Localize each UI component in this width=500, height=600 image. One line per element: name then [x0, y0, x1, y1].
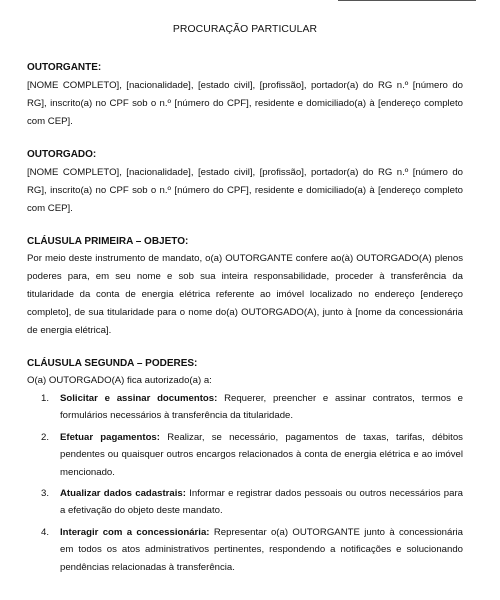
outorgado-text: [NOME COMPLETO], [nacionalidade], [estado civil], [profissão], portador(a) do RG n.º [número do RG], inscrito(a) no CPF sob o n.º [número do CPF], residente e domiciliado(a) à [endereço completo com CEP]. — [27, 167, 463, 214]
item-title: Solicitar e assinar documentos: — [60, 393, 218, 404]
item-text: Requerer, preencher e assinar contratos, termos e formulários necessários à transferência da titularidade. — [60, 393, 463, 422]
item-text: Representar o(a) OUTORGANTE junto à concessionária em todos os atos administrativos pertinentes, respondendo a notificações e solucionando pendências relacionadas à transferência. — [60, 526, 464, 573]
list-item — [27, 429, 463, 481]
list-item — [27, 390, 463, 425]
list-item — [27, 485, 463, 520]
item-title: Efetuar pagamentos: — [60, 431, 160, 443]
item-number: 2. — [41, 431, 50, 443]
item-title: Atualizar dados cadastrais: — [60, 488, 186, 500]
clausula-primeira-heading: CLÁUSULA PRIMEIRA – OBJETO: — [27, 236, 189, 247]
item-number: 1. — [41, 393, 50, 404]
outorgante-text: [NOME COMPLETO], [nacionalidade], [estado civil], [profissão], portador(a) do RG n.º [número do RG], inscrito(a) no CPF sob o n.º [número do CPF], residente e domiciliado(a) à [endereço completo com CEP]. — [27, 80, 463, 127]
item-text: Realizar, se necessário, pagamentos de taxas, tarifas, débitos pendentes ou quaisquer outros encargos relacionados à conta de energia elétrica e ao imóvel mencionado. — [60, 431, 463, 478]
item-title: Interagir com a concessionária: — [60, 526, 210, 538]
document-title: PROCURAÇÃO PARTICULAR — [172, 24, 318, 35]
top-rule — [338, 0, 476, 1]
outorgado-heading: OUTORGADO: — [27, 149, 97, 160]
item-text: Informar e registrar dados pessoais ou outros necessários para a efetivação do objeto deste mandato. — [60, 488, 464, 517]
outorgante-heading: OUTORGANTE: — [27, 62, 102, 73]
clausula-segunda-heading: CLÁUSULA SEGUNDA – PODERES: — [27, 358, 198, 369]
clausula-segunda-intro: O(a) OUTORGADO(A) fica autorizado(a) a: — [27, 375, 212, 386]
item-number: 3. — [41, 488, 50, 500]
list-item — [27, 524, 463, 576]
item-number: 4. — [41, 526, 50, 538]
poderes-list — [27, 390, 463, 580]
clausula-primeira-text: Por meio deste instrumento de mandato, o(a) OUTORGANTE confere ao(à) OUTORGADO(A) plenos poderes para, em seu nome e sob sua inteira responsabilidade, proceder à transferência da titularidade da conta de energia elétrica referente ao imóvel localizado no endereço [endereço completo], de sua titularidade para o nome do(a) OUTORGADO(A), junto à [nome da concessionária de energia elétrica]. — [27, 253, 463, 336]
